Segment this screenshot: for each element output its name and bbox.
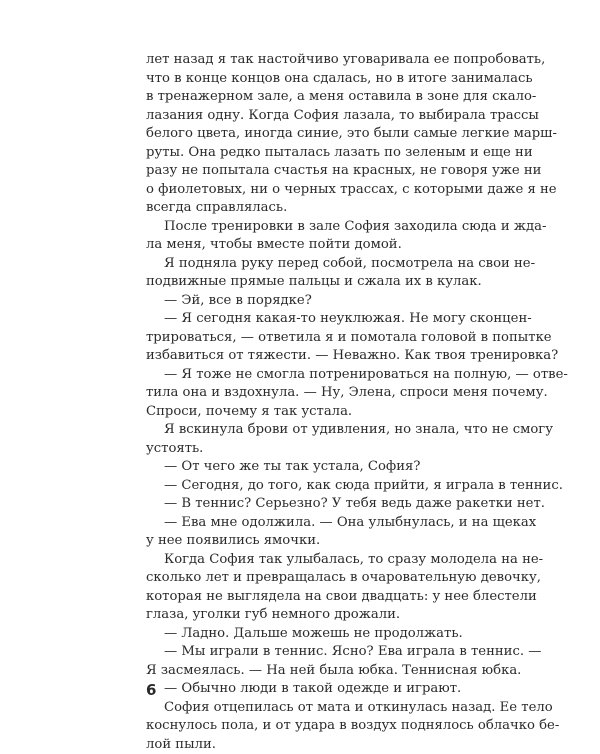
- text-line: Я вскинула брови от удивления, но знала, что не смогу: [146, 421, 506, 440]
- text-line: — Я тоже не смогла потренироваться на полную, — отве-: [146, 366, 506, 385]
- paragraph: [146, 680, 506, 699]
- text-line: разу не попытала счастья на красных, не говоря уже ни: [146, 162, 506, 181]
- text-line: — Ева мне одолжила. — Она улыбнулась, и на щеках: [146, 514, 506, 533]
- text-line: устоять.: [146, 440, 506, 459]
- text-line: лой пыли.: [146, 736, 506, 754]
- text-line: ла меня, чтобы вместе пойти домой.: [146, 236, 506, 255]
- text-line: всегда справлялась.: [146, 199, 506, 218]
- text-line: тила она и вздохнула. — Ну, Элена, спроси меня почему.: [146, 384, 506, 403]
- text-line: — Сегодня, до того, как сюда прийти, я играла в теннис.: [146, 477, 506, 496]
- text-line: Спроси, почему я так устала.: [146, 403, 506, 422]
- paragraph: [146, 218, 506, 255]
- text-line: София отцепилась от мата и откинулась назад. Ее тело: [146, 699, 506, 718]
- text-line: в тренажерном зале, а меня оставила в зоне для скало-: [146, 88, 506, 107]
- text-line: избавиться от тяжести. — Неважно. Как твоя тренировка?: [146, 347, 506, 366]
- paragraph: [146, 643, 506, 680]
- text-line: подвижные прямые пальцы и сжала их в кулак.: [146, 273, 506, 292]
- paragraph: [146, 421, 506, 458]
- paragraph: [146, 292, 506, 311]
- text-line: — В теннис? Серьезно? У тебя ведь даже ракетки нет.: [146, 495, 506, 514]
- text-line: о фиолетовых, ни о черных трассах, с которыми даже я не: [146, 181, 506, 200]
- text-line: — От чего же ты так устала, София?: [146, 458, 506, 477]
- paragraph: [146, 366, 506, 422]
- text-line: трироваться, — ответила я и помотала головой в попытке: [146, 329, 506, 348]
- body-text: [146, 51, 506, 754]
- text-line: руты. Она редко пыталась лазать по зеленым и еще ни: [146, 144, 506, 163]
- text-line: — Эй, все в порядке?: [146, 292, 506, 311]
- paragraph: [146, 477, 506, 496]
- text-line: белого цвета, иногда синие, это были самые легкие марш-: [146, 125, 506, 144]
- text-line: — Я сегодня какая-то неуклюжая. Не могу сконцен-: [146, 310, 506, 329]
- paragraph: [146, 514, 506, 551]
- paragraph: [146, 625, 506, 644]
- text-line: лет назад я так настойчиво уговаривала ее попробовать,: [146, 51, 506, 70]
- text-line: — Обычно люди в такой одежде и играют.: [146, 680, 506, 699]
- paragraph: [146, 495, 506, 514]
- text-line: глаза, уголки губ немного дрожали.: [146, 606, 506, 625]
- text-line: Я засмеялась. — На ней была юбка. Теннисная юбка.: [146, 662, 506, 681]
- paragraph: [146, 51, 506, 218]
- text-line: у нее появились ямочки.: [146, 532, 506, 551]
- paragraph: [146, 699, 506, 754]
- page-number: 6: [146, 681, 156, 699]
- text-line: что в конце концов она сдалась, но в итоге занималась: [146, 70, 506, 89]
- text-line: которая не выглядела на свои двадцать: у нее блестели: [146, 588, 506, 607]
- text-line: сколько лет и превращалась в очаровательную девочку,: [146, 569, 506, 588]
- text-line: После тренировки в зале София заходила сюда и жда-: [146, 218, 506, 237]
- paragraph: [146, 458, 506, 477]
- paragraph: [146, 551, 506, 625]
- text-line: — Мы играли в теннис. Ясно? Ева играла в теннис. —: [146, 643, 506, 662]
- text-line: — Ладно. Дальше можешь не продолжать.: [146, 625, 506, 644]
- text-line: лазания одну. Когда София лазала, то выбирала трассы: [146, 107, 506, 126]
- text-line: Я подняла руку перед собой, посмотрела на свои не-: [146, 255, 506, 274]
- text-line: Когда София так улыбалась, то сразу молодела на не-: [146, 551, 506, 570]
- paragraph: [146, 255, 506, 292]
- text-line: коснулось пола, и от удара в воздух поднялось облачко бе-: [146, 717, 506, 736]
- paragraph: [146, 310, 506, 366]
